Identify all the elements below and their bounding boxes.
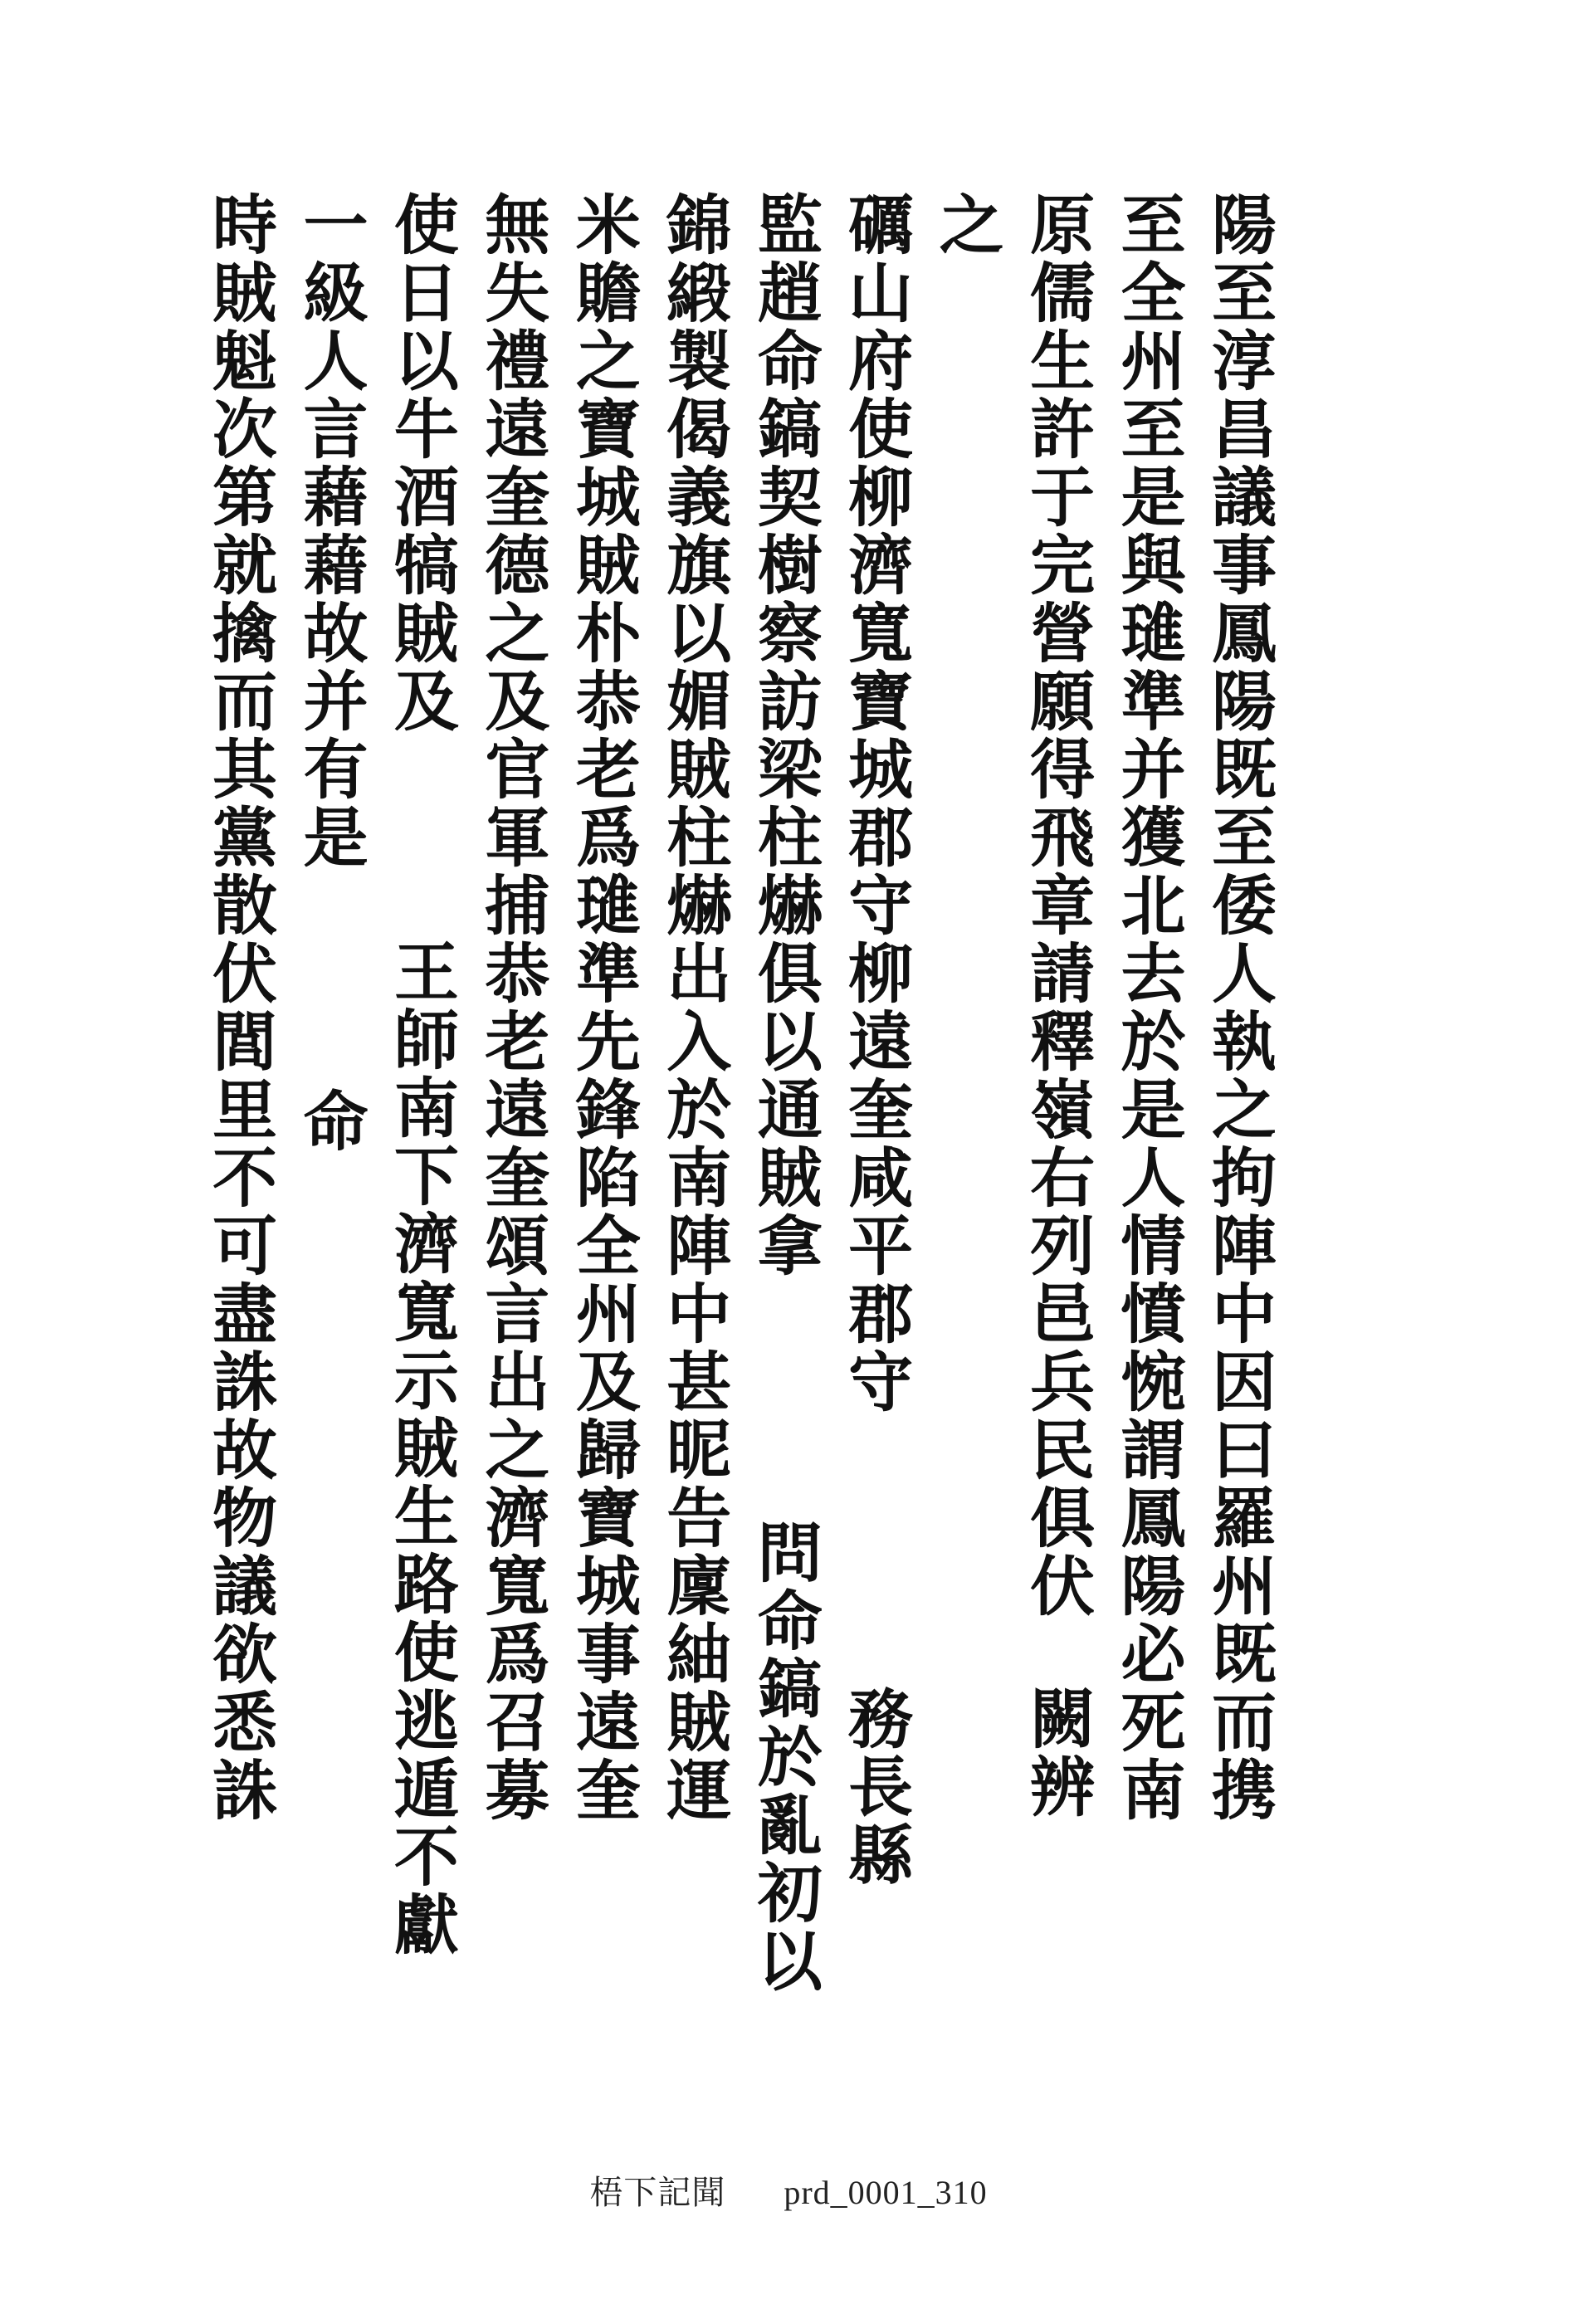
page-footer — [0, 2166, 1577, 2214]
column-text-continuation: 命 — [292, 1087, 369, 1155]
column-text: 礪山府使柳濟寬寶城郡守柳遠奎咸平郡守 — [837, 191, 914, 1416]
column-text: 至全州至是與璡準并獲北去於是人情憤惋謂鳳陽必死南 — [1110, 191, 1186, 1824]
column-text: 時賊魁次第就擒而其黨散伏閭里不可盡誅故物議欲悉誅 — [202, 191, 277, 1824]
page-identifier: prd_0001_310 — [784, 2174, 988, 2211]
column-text: 之 — [928, 191, 1004, 259]
column-text: 米贍之寶城賊朴恭老爲璡準先鋒陷全州及歸寶城事遠奎 — [564, 191, 641, 1824]
text-column — [926, 191, 1006, 1818]
text-column — [835, 191, 915, 1889]
text-column — [1199, 191, 1278, 1824]
text-column — [563, 191, 642, 1824]
column-text: 陽至淳昌議事鳳陽既至倭人執之拘陣中因曰羅州既而携 — [1200, 191, 1277, 1824]
column-text-continuation: 問命鎬於亂初以 — [746, 1519, 823, 1995]
column-text: 錦緞製偈義旗以媚賊柱爀出入於南陣中甚昵告廩紬賊運 — [656, 191, 732, 1824]
column-text: 監趙命鎬契樹察訪梁柱爀俱以通賊拿 — [746, 191, 823, 1280]
column-text: 原儒生許于完營願得飛章請釋嶺右列邑兵民俱伏 — [1019, 191, 1096, 1620]
column-text: 使日以牛酒犒賊及 — [383, 191, 459, 735]
text-column — [290, 191, 369, 1818]
text-column — [1108, 191, 1188, 1824]
book-title: 梧下記聞 — [589, 2174, 726, 2211]
column-text: 一級人言藉藉故并有是 — [292, 191, 369, 872]
text-column — [381, 191, 461, 1959]
column-text: 無失禮遠奎德之及官軍捕恭老遠奎頌言出之濟寬爲召募 — [474, 191, 550, 1824]
text-column — [1017, 191, 1096, 1821]
column-text-continuation: 闕辨 — [1019, 1685, 1096, 1821]
text-column — [653, 191, 733, 1824]
column-text-continuation: 務長縣 — [837, 1685, 914, 1889]
column-text-continuation: 王師南下濟寬示賊生路使逃遁不獻 — [383, 938, 459, 1959]
text-column — [199, 191, 279, 1824]
text-column — [745, 191, 824, 1995]
vertical-text-block — [199, 191, 1278, 1995]
text-column — [471, 191, 551, 1824]
